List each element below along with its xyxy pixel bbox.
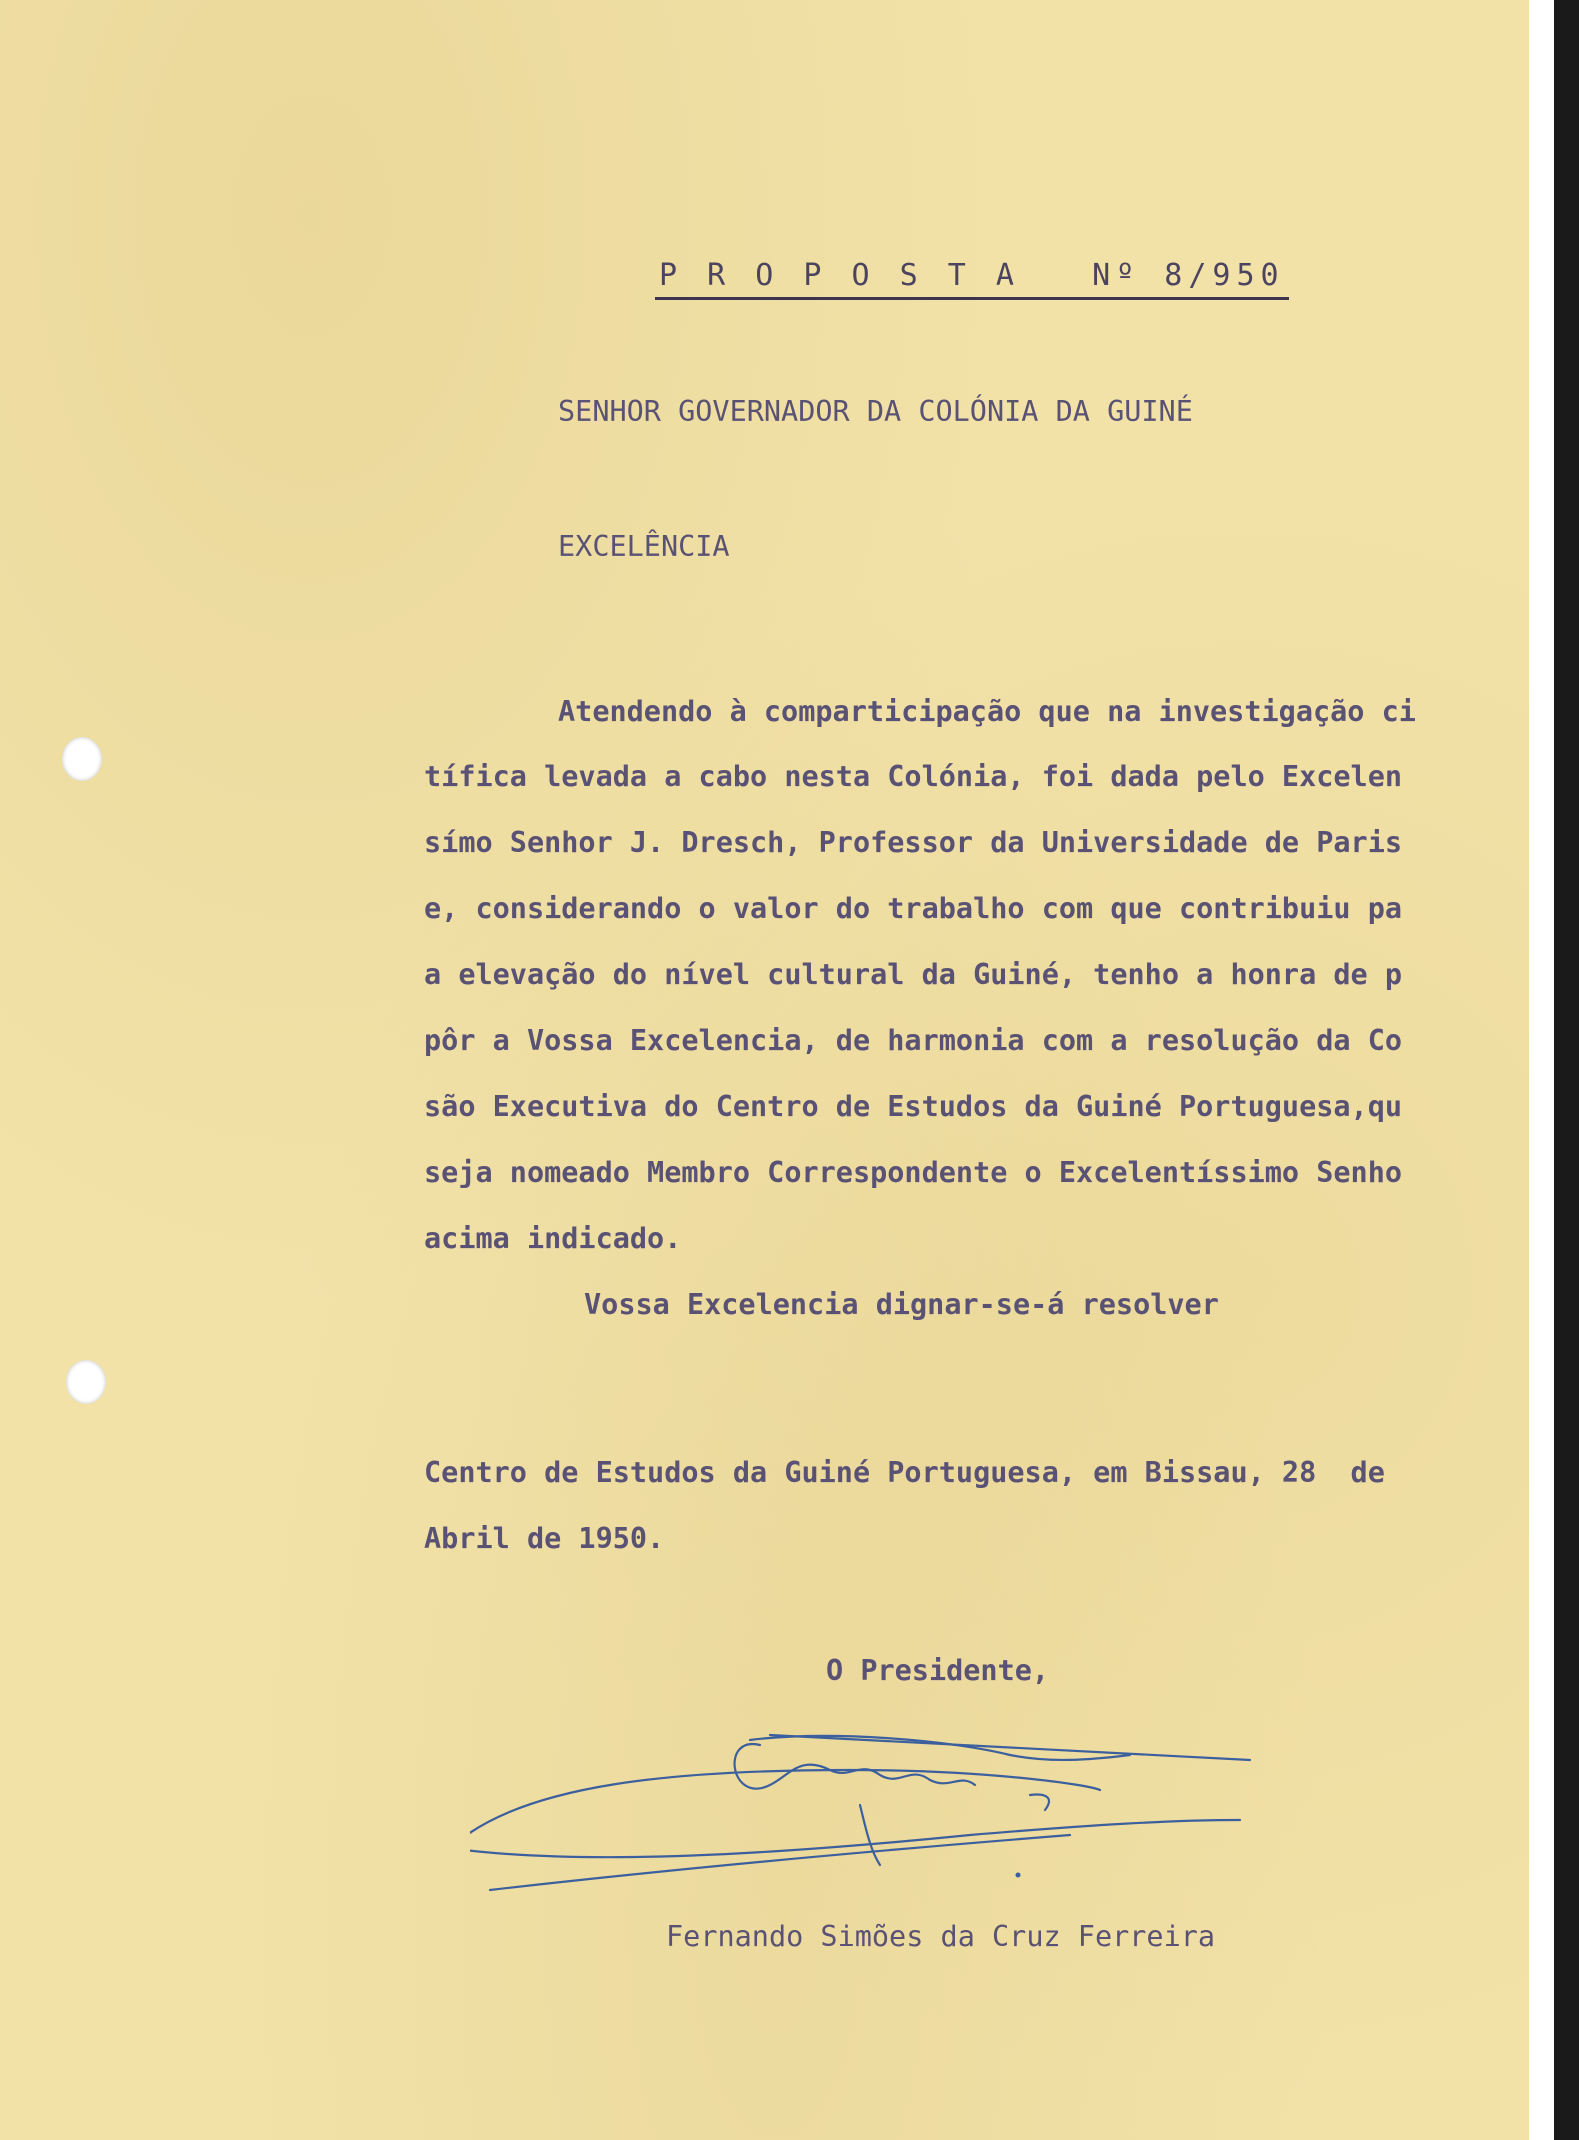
page-edge [1529,0,1554,2140]
body-line: acima indicado. [424,1222,682,1255]
closing-line: Vossa Excelencia dignar-se-á resolver [584,1288,1219,1321]
document-title: P R O P O S T A Nº 8/950 [655,258,1289,300]
place-date: Centro de Estudos da Guiné Portuguesa, em Bissau, 28 de [424,1456,1385,1489]
signer-name: Fernando Simões da Cruz Ferreira [666,1920,1216,1953]
body-line: a elevação do nível cultural da Guiné, tenho a honra de p [424,958,1403,991]
body-line: Atendendo à comparticipação que na investigação ci [558,695,1416,728]
body-line: são Executiva do Centro de Estudos da Guiné Portuguesa,qu [424,1090,1403,1123]
body-line: símo Senhor J. Dresch, Professor da Universidade de Paris [424,826,1403,859]
punch-hole [66,1360,106,1404]
body-line: tífica levada a cabo nesta Colónia, foi dada pelo Excelen [424,760,1403,793]
body-line: seja nomeado Membro Correspondente o Excelentíssimo Senho [424,1156,1403,1189]
salutation: EXCELÊNCIA [558,530,730,563]
body-line: pôr a Vossa Excelencia, de harmonia com a resolução da Co [424,1024,1403,1057]
body-line: e, considerando o valor do trabalho com que contribuiu pa [424,892,1403,925]
place-date: Abril de 1950. [424,1522,665,1555]
handwritten-signature [470,1715,1270,1895]
addressee: SENHOR GOVERNADOR DA COLÓNIA DA GUINÉ [558,395,1193,428]
punch-hole [62,737,102,781]
signer-role: O Presidente, [826,1654,1050,1687]
